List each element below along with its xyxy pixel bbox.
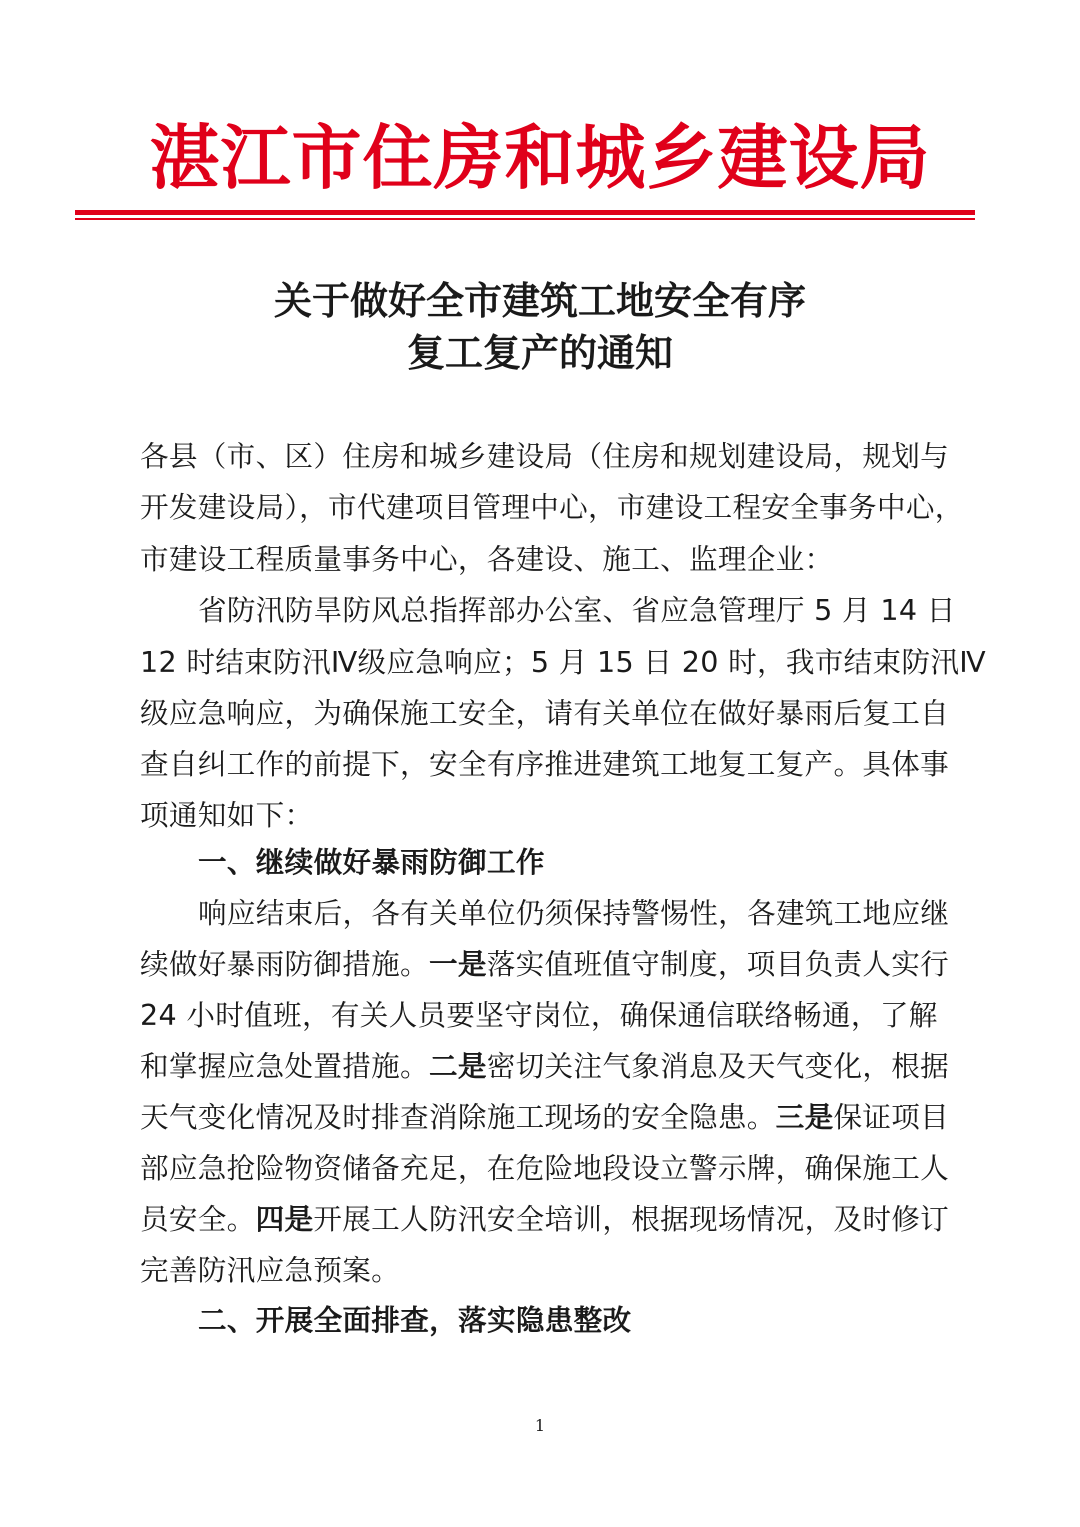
section-1-text: 续做好暴雨防御措施。 [140, 947, 429, 981]
item-marker-4: 四是 [255, 1202, 314, 1236]
section-1-line-8: 完善防汛应急预案。 [140, 1253, 401, 1287]
intro-line-4: 查自纠工作的前提下，安全有序推进建筑工地复工复产。具体事 [140, 747, 950, 781]
section-1-text: 员安全。 [140, 1202, 256, 1236]
section-1-text: 开展工人防汛安全培训，根据现场情况，及时修订 [313, 1202, 950, 1236]
item-marker-2: 二是 [428, 1049, 487, 1083]
document-title-line-1: 关于做好全市建筑工地安全有序 [273, 278, 806, 323]
section-1-text: 落实值班值守制度，项目负责人实行 [486, 947, 950, 981]
document-title-line-2: 复工复产的通知 [406, 330, 673, 375]
issuing-authority-header [0, 118, 1080, 198]
item-marker-1: 一是 [428, 947, 487, 981]
section-1-heading: 一、继续做好暴雨防御工作 [198, 845, 545, 879]
section-1-line-1: 响应结束后，各有关单位仍须保持警惕性，各建筑工地应继 [198, 896, 950, 930]
red-separator-thin [75, 218, 975, 220]
section-1-line-7 [140, 1193, 950, 1245]
section-1-text: 天气变化情况及时排查消除施工现场的安全隐患。 [140, 1100, 776, 1134]
section-1-line-6: 部应急抢险物资储备充足，在危险地段设立警示牌，确保施工人 [140, 1151, 950, 1185]
item-marker-3: 三是 [775, 1100, 834, 1134]
section-1-line-5 [140, 1091, 950, 1143]
section-1-text: 和掌握应急处置措施。 [140, 1049, 429, 1083]
intro-line-2: 12 时结束防汛Ⅳ级应急响应；5 月 15 日 20 时，我市结束防汛Ⅳ [140, 645, 986, 679]
section-2-heading: 二、开展全面排查，落实隐患整改 [198, 1303, 632, 1337]
page-number: 1 [534, 1416, 546, 1435]
section-1-line-3: 24 小时值班，有关人员要坚守岗位，确保通信联络畅通，了解 [140, 998, 938, 1032]
intro-line-3: 级应急响应，为确保施工安全，请有关单位在做好暴雨后复工自 [140, 696, 950, 730]
intro-line-5: 项通知如下： [140, 798, 314, 832]
recipients-line-3: 市建设工程质量事务中心，各建设、施工、监理企业： [140, 542, 834, 576]
intro-line-1: 省防汛防旱防风总指挥部办公室、省应急管理厅 5 月 14 日 [198, 593, 956, 627]
section-1-text: 密切关注气象消息及天气变化，根据 [486, 1049, 950, 1083]
section-1-line-2 [140, 938, 950, 990]
red-separator-thick [75, 210, 975, 215]
recipients-line-2: 开发建设局），市代建项目管理中心，市建设工程安全事务中心， [140, 490, 964, 524]
section-1-text: 保证项目 [833, 1100, 950, 1134]
header-org-name: 湛江市住房和城乡建设局 [149, 117, 931, 199]
recipients-line-1: 各县（市、区）住房和城乡建设局（住房和规划建设局，规划与 [140, 439, 950, 473]
section-1-line-4 [140, 1040, 950, 1092]
